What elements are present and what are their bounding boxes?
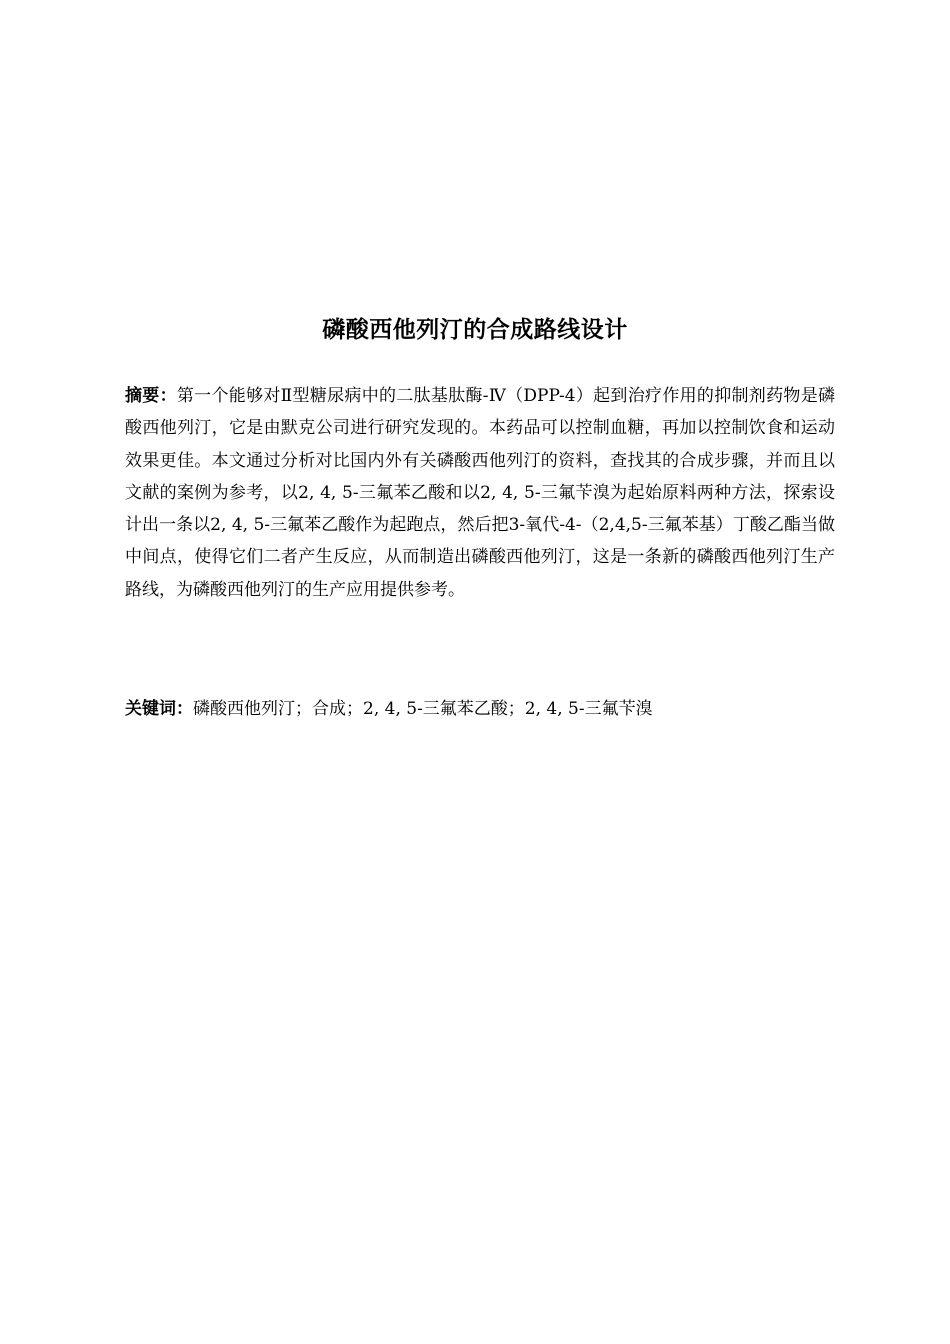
abstract-paragraph [125, 380, 835, 606]
abstract-text: 第一个能够对Ⅱ型糖尿病中的二肽基肽酶-Ⅳ（DPP-4）起到治疗作用的抑制剂药物是磷酸西他列汀，它是由默克公司进行研究发现的。本药品可以控制血糖，再加以控制饮食和运动效果更佳。本文通过分析对比国内外有关磷酸西他列汀的资料，查找其的合成步骤，并而且以文献的案例为参考，以2, 4, 5-三氟苯乙酸和以2, 4, 5-三氟苄溴为起始原料两种方法，探索设计出一条以2, 4, 5-三氟苯乙酸作为起跑点，然后把3-氧代-4-（2,4,5-三氟苯基）丁酸乙酯当做中间点，使得它们二者产生反应，从而制造出磷酸西他列汀，这是一条新的磷酸西他列汀生产路线，为磷酸西他列汀的生产应用提供参考。 [125, 386, 835, 600]
document-title: 磷酸西他列汀的合成路线设计 [322, 317, 628, 343]
keywords-label: 关键词： [125, 699, 193, 719]
keywords-text: 磷酸西他列汀；合成；2, 4, 5-三氟苯乙酸；2, 4, 5-三氟苄溴 [193, 699, 653, 719]
abstract-label: 摘要： [125, 386, 177, 406]
keywords-paragraph [125, 693, 835, 725]
